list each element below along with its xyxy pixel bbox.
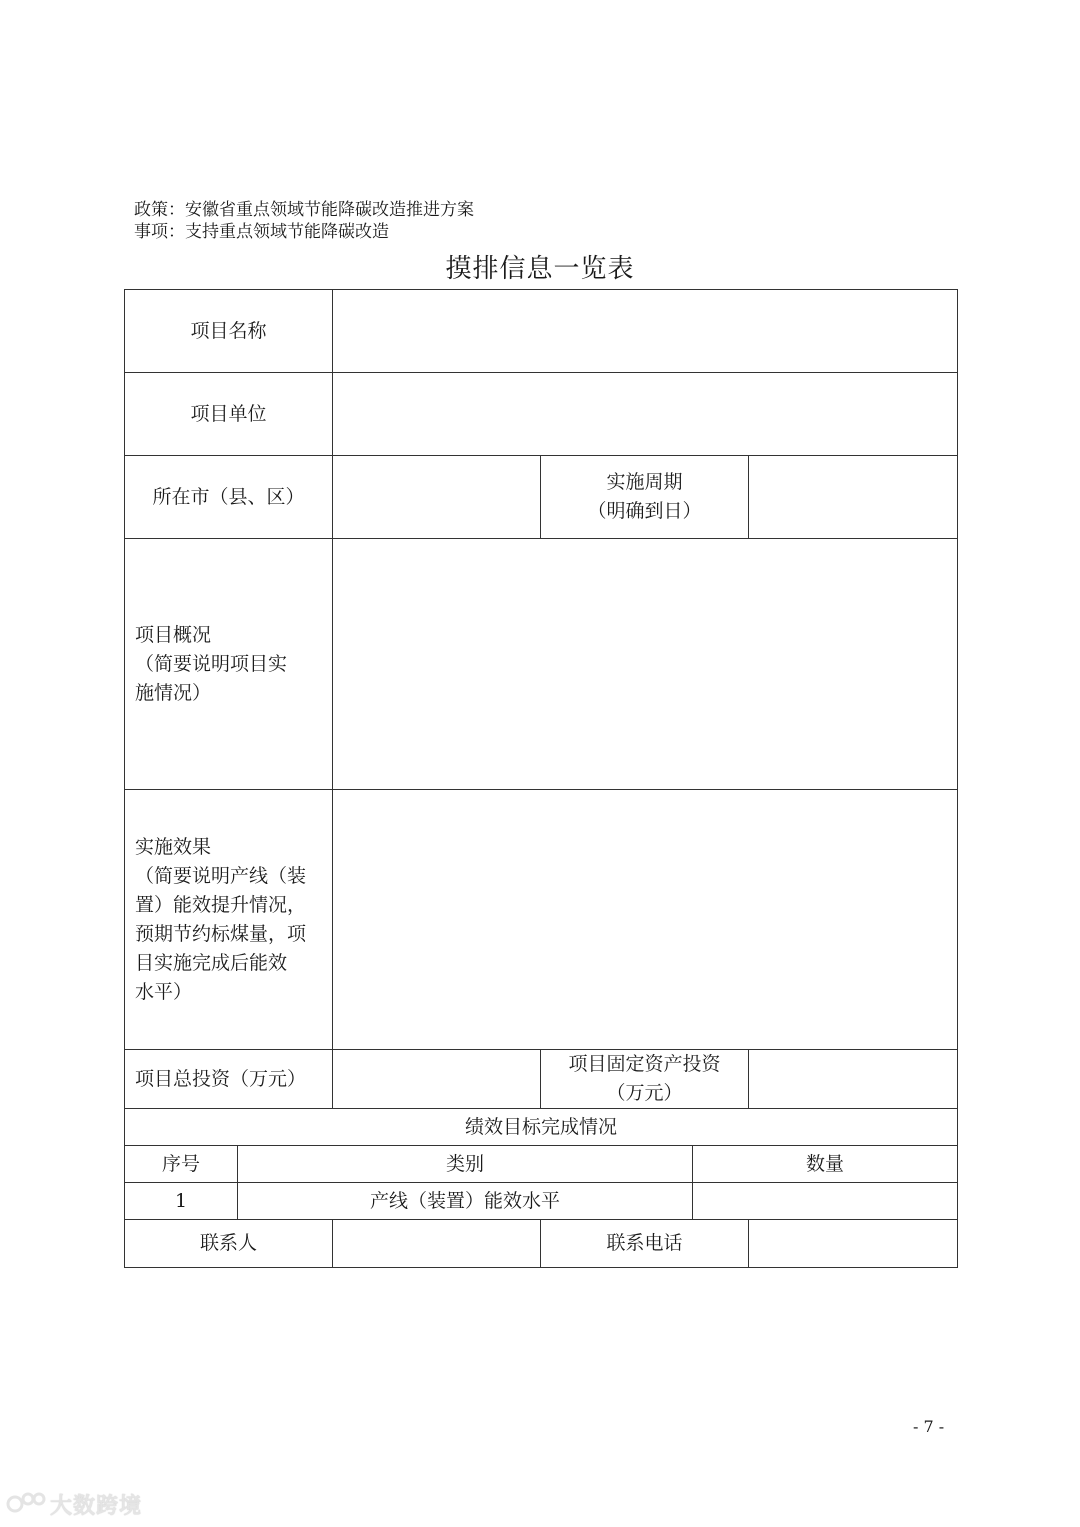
phone-label: 联系电话	[541, 1220, 749, 1268]
row-effect	[125, 790, 958, 1050]
city-label: 所在市（县、区）	[125, 456, 333, 539]
row-project-name	[125, 290, 958, 373]
effect-label-line6: 水平）	[135, 980, 193, 1003]
period-label	[541, 456, 749, 539]
col-category-header: 类别	[238, 1146, 693, 1183]
period-value[interactable]	[749, 456, 958, 539]
row-investment	[125, 1050, 958, 1109]
watermark-logo-icon	[6, 1490, 46, 1520]
row1-seq: 1	[125, 1183, 238, 1220]
fixed-investment-label	[541, 1050, 749, 1109]
fixed-investment-label-line2: （万元）	[606, 1082, 683, 1104]
row-project-unit	[125, 373, 958, 456]
project-name-value[interactable]	[333, 290, 958, 373]
performance-header: 绩效目标完成情况	[125, 1109, 958, 1146]
info-table	[124, 289, 958, 1268]
table-row	[125, 1183, 958, 1220]
overview-value[interactable]	[333, 539, 958, 790]
row1-category: 产线（装置）能效水平	[238, 1183, 693, 1220]
item-line: 事项：支持重点领域节能降碳改造	[134, 222, 389, 242]
watermark-text: 大数跨境	[50, 1494, 143, 1519]
phone-value[interactable]	[749, 1220, 958, 1268]
total-investment-value[interactable]	[333, 1050, 541, 1109]
contact-label: 联系人	[125, 1220, 333, 1268]
effect-label-line1: 实施效果	[135, 835, 212, 858]
row-overview	[125, 539, 958, 790]
col-quantity-header: 数量	[693, 1146, 958, 1183]
row-city-period	[125, 456, 958, 539]
effect-label-line2: （简要说明产线（装	[135, 864, 307, 887]
policy-line: 政策：安徽省重点领域节能降碳改造推进方案	[134, 200, 474, 220]
fixed-investment-label-line1: 项目固定资产投资	[568, 1053, 721, 1075]
row-performance-header	[125, 1109, 958, 1146]
total-investment-label: 项目总投资（万元）	[125, 1050, 333, 1109]
row1-quantity[interactable]	[693, 1183, 958, 1220]
project-unit-label: 项目单位	[125, 373, 333, 456]
project-unit-value[interactable]	[333, 373, 958, 456]
project-name-label: 项目名称	[125, 290, 333, 373]
form-title: 摸排信息一览表	[445, 254, 635, 284]
watermark	[6, 1489, 142, 1520]
effect-value[interactable]	[333, 790, 958, 1050]
row-performance-columns	[125, 1146, 958, 1183]
city-value[interactable]	[333, 456, 541, 539]
page-number: - 7 -	[913, 1417, 945, 1436]
overview-label-line3: 施情况）	[135, 681, 212, 704]
overview-label-line1: 项目概况	[135, 623, 212, 646]
effect-label-line5: 目实施完成后能效	[135, 951, 288, 974]
overview-label-line2: （简要说明项目实	[135, 652, 288, 675]
period-label-line1: 实施周期	[606, 471, 683, 493]
row-contact	[125, 1220, 958, 1268]
col-seq-header: 序号	[125, 1146, 238, 1183]
effect-label	[125, 790, 333, 1050]
effect-label-line3: 置）能效提升情况，	[135, 893, 307, 916]
overview-label	[125, 539, 333, 790]
period-label-line2: （明确到日）	[587, 500, 702, 522]
effect-label-line4: 预期节约标煤量，项	[135, 922, 307, 945]
fixed-investment-value[interactable]	[749, 1050, 958, 1109]
contact-value[interactable]	[333, 1220, 541, 1268]
